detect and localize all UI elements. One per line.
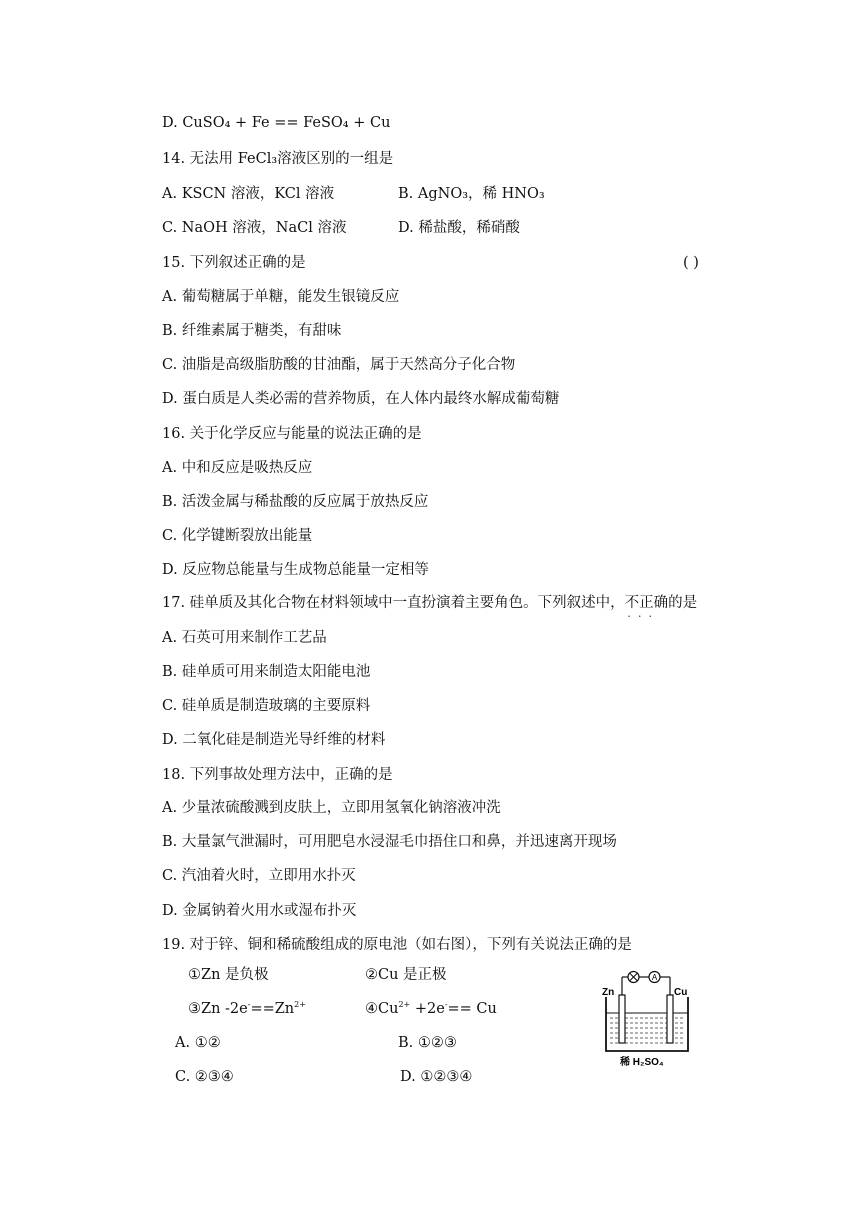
q17-option-a: A. 石英可用来制作工艺品 xyxy=(162,630,327,646)
q18-option-c: C. 汽油着火时，立即用水扑灭 xyxy=(162,868,356,884)
q19-statement-4 xyxy=(365,1000,497,1018)
q19-option-a: A. ①② xyxy=(175,1035,221,1051)
q17-stem-post: 的是 xyxy=(668,595,698,611)
zn-label: Zn xyxy=(602,987,615,998)
q15-option-c: C. 油脂是高级脂肪酸的甘油酯，属于天然高分子化合物 xyxy=(162,357,516,373)
q17-option-c: C. 硅单质是制造玻璃的主要原料 xyxy=(162,698,371,714)
q16-stem: 16. 关于化学反应与能量的说法正确的是 xyxy=(162,426,422,442)
solution-label: 稀 H₂SO₄ xyxy=(620,1057,664,1068)
q19-s4-text-2: +2e xyxy=(410,1001,445,1017)
q15-answer-paren: ( ) xyxy=(683,255,699,271)
q14-option-b: B. AgNO₃，稀 HNO₃ xyxy=(398,186,545,202)
q14-option-d: D. 稀盐酸，稀硝酸 xyxy=(398,220,520,236)
q17-stem-pre: 17. 硅单质及其化合物在材料领域中一直扮演着主要角色。下列叙述中， xyxy=(162,595,625,611)
q14-stem: 14. 无法用 FeCl₃溶液区别的一组是 xyxy=(162,151,394,167)
q16-option-c: C. 化学键断裂放出能量 xyxy=(162,528,313,544)
cu-label: Cu xyxy=(674,987,688,998)
q16-option-d: D. 反应物总能量与生成物总能量一定相等 xyxy=(162,562,429,578)
q14-option-c: C. NaOH 溶液，NaCl 溶液 xyxy=(162,220,347,236)
galvanic-cell-figure xyxy=(600,965,700,1075)
q19-stem: 19. 对于锌、铜和稀硫酸组成的原电池（如右图），下列有关说法正确的是 xyxy=(162,937,632,953)
zinc-electrode xyxy=(619,995,625,1043)
q19-s4-sup-electron: - xyxy=(444,1000,448,1010)
q19-option-c: C. ②③④ xyxy=(175,1069,234,1085)
q18-option-b: B. 大量氯气泄漏时，可用肥皂水浸湿毛巾捂住口和鼻，并迅速离开现场 xyxy=(162,834,617,850)
q19-option-d: D. ①②③④ xyxy=(400,1069,473,1085)
q19-s3-sup-electron: - xyxy=(247,1000,251,1010)
q19-s4-sup-charge: 2+ xyxy=(398,1000,411,1010)
q15-option-a: A. 葡萄糖属于单糖，能发生银镜反应 xyxy=(162,289,400,305)
galvanic-cell-svg xyxy=(600,965,700,1075)
q19-statement-3 xyxy=(188,1000,306,1018)
q19-statement-1: ①Zn 是负极 xyxy=(188,967,269,983)
q19-s4-text-3: == Cu xyxy=(447,1001,497,1017)
ammeter-label: A xyxy=(651,973,658,982)
q17-stem xyxy=(162,594,697,612)
q15-option-b: B. 纤维素属于糖类，有甜味 xyxy=(162,323,342,339)
q15-option-d: D. 蛋白质是人类必需的营养物质，在人体内最终水解成葡萄糖 xyxy=(162,391,560,407)
lamp-icon xyxy=(628,972,639,983)
q14-option-a: A. KSCN 溶液，KCl 溶液 xyxy=(162,186,335,202)
q19-statement-2: ②Cu 是正极 xyxy=(365,967,447,983)
q19-s4-text: ④Cu xyxy=(365,1001,399,1017)
q15-stem: 15. 下列叙述正确的是 xyxy=(162,255,306,271)
q18-option-d: D. 金属钠着火用水或湿布扑灭 xyxy=(162,903,357,919)
ammeter-icon xyxy=(649,972,660,983)
q17-stem-emphasis: 不正确 • • • xyxy=(625,595,669,611)
q19-s3-text: ③Zn -2e xyxy=(188,1001,248,1017)
copper-electrode xyxy=(667,995,673,1043)
q16-option-b: B. 活泼金属与稀盐酸的反应属于放热反应 xyxy=(162,494,429,510)
q18-option-a: A. 少量浓硫酸溅到皮肤上，立即用氢氧化钠溶液冲洗 xyxy=(162,800,501,816)
q17-option-d: D. 二氧化硅是制造光导纤维的材料 xyxy=(162,732,386,748)
q18-stem: 18. 下列事故处理方法中，正确的是 xyxy=(162,767,393,783)
q17-option-b: B. 硅单质可用来制造太阳能电池 xyxy=(162,664,371,680)
q19-s3-sup-charge: 2+ xyxy=(294,1000,306,1010)
q16-option-a: A. 中和反应是吸热反应 xyxy=(162,460,313,476)
q13-option-d: D. CuSO₄ + Fe == FeSO₄ + Cu xyxy=(162,115,391,131)
q19-s3-text-2: ==Zn xyxy=(250,1001,295,1017)
q19-option-b: B. ①②③ xyxy=(398,1035,457,1051)
